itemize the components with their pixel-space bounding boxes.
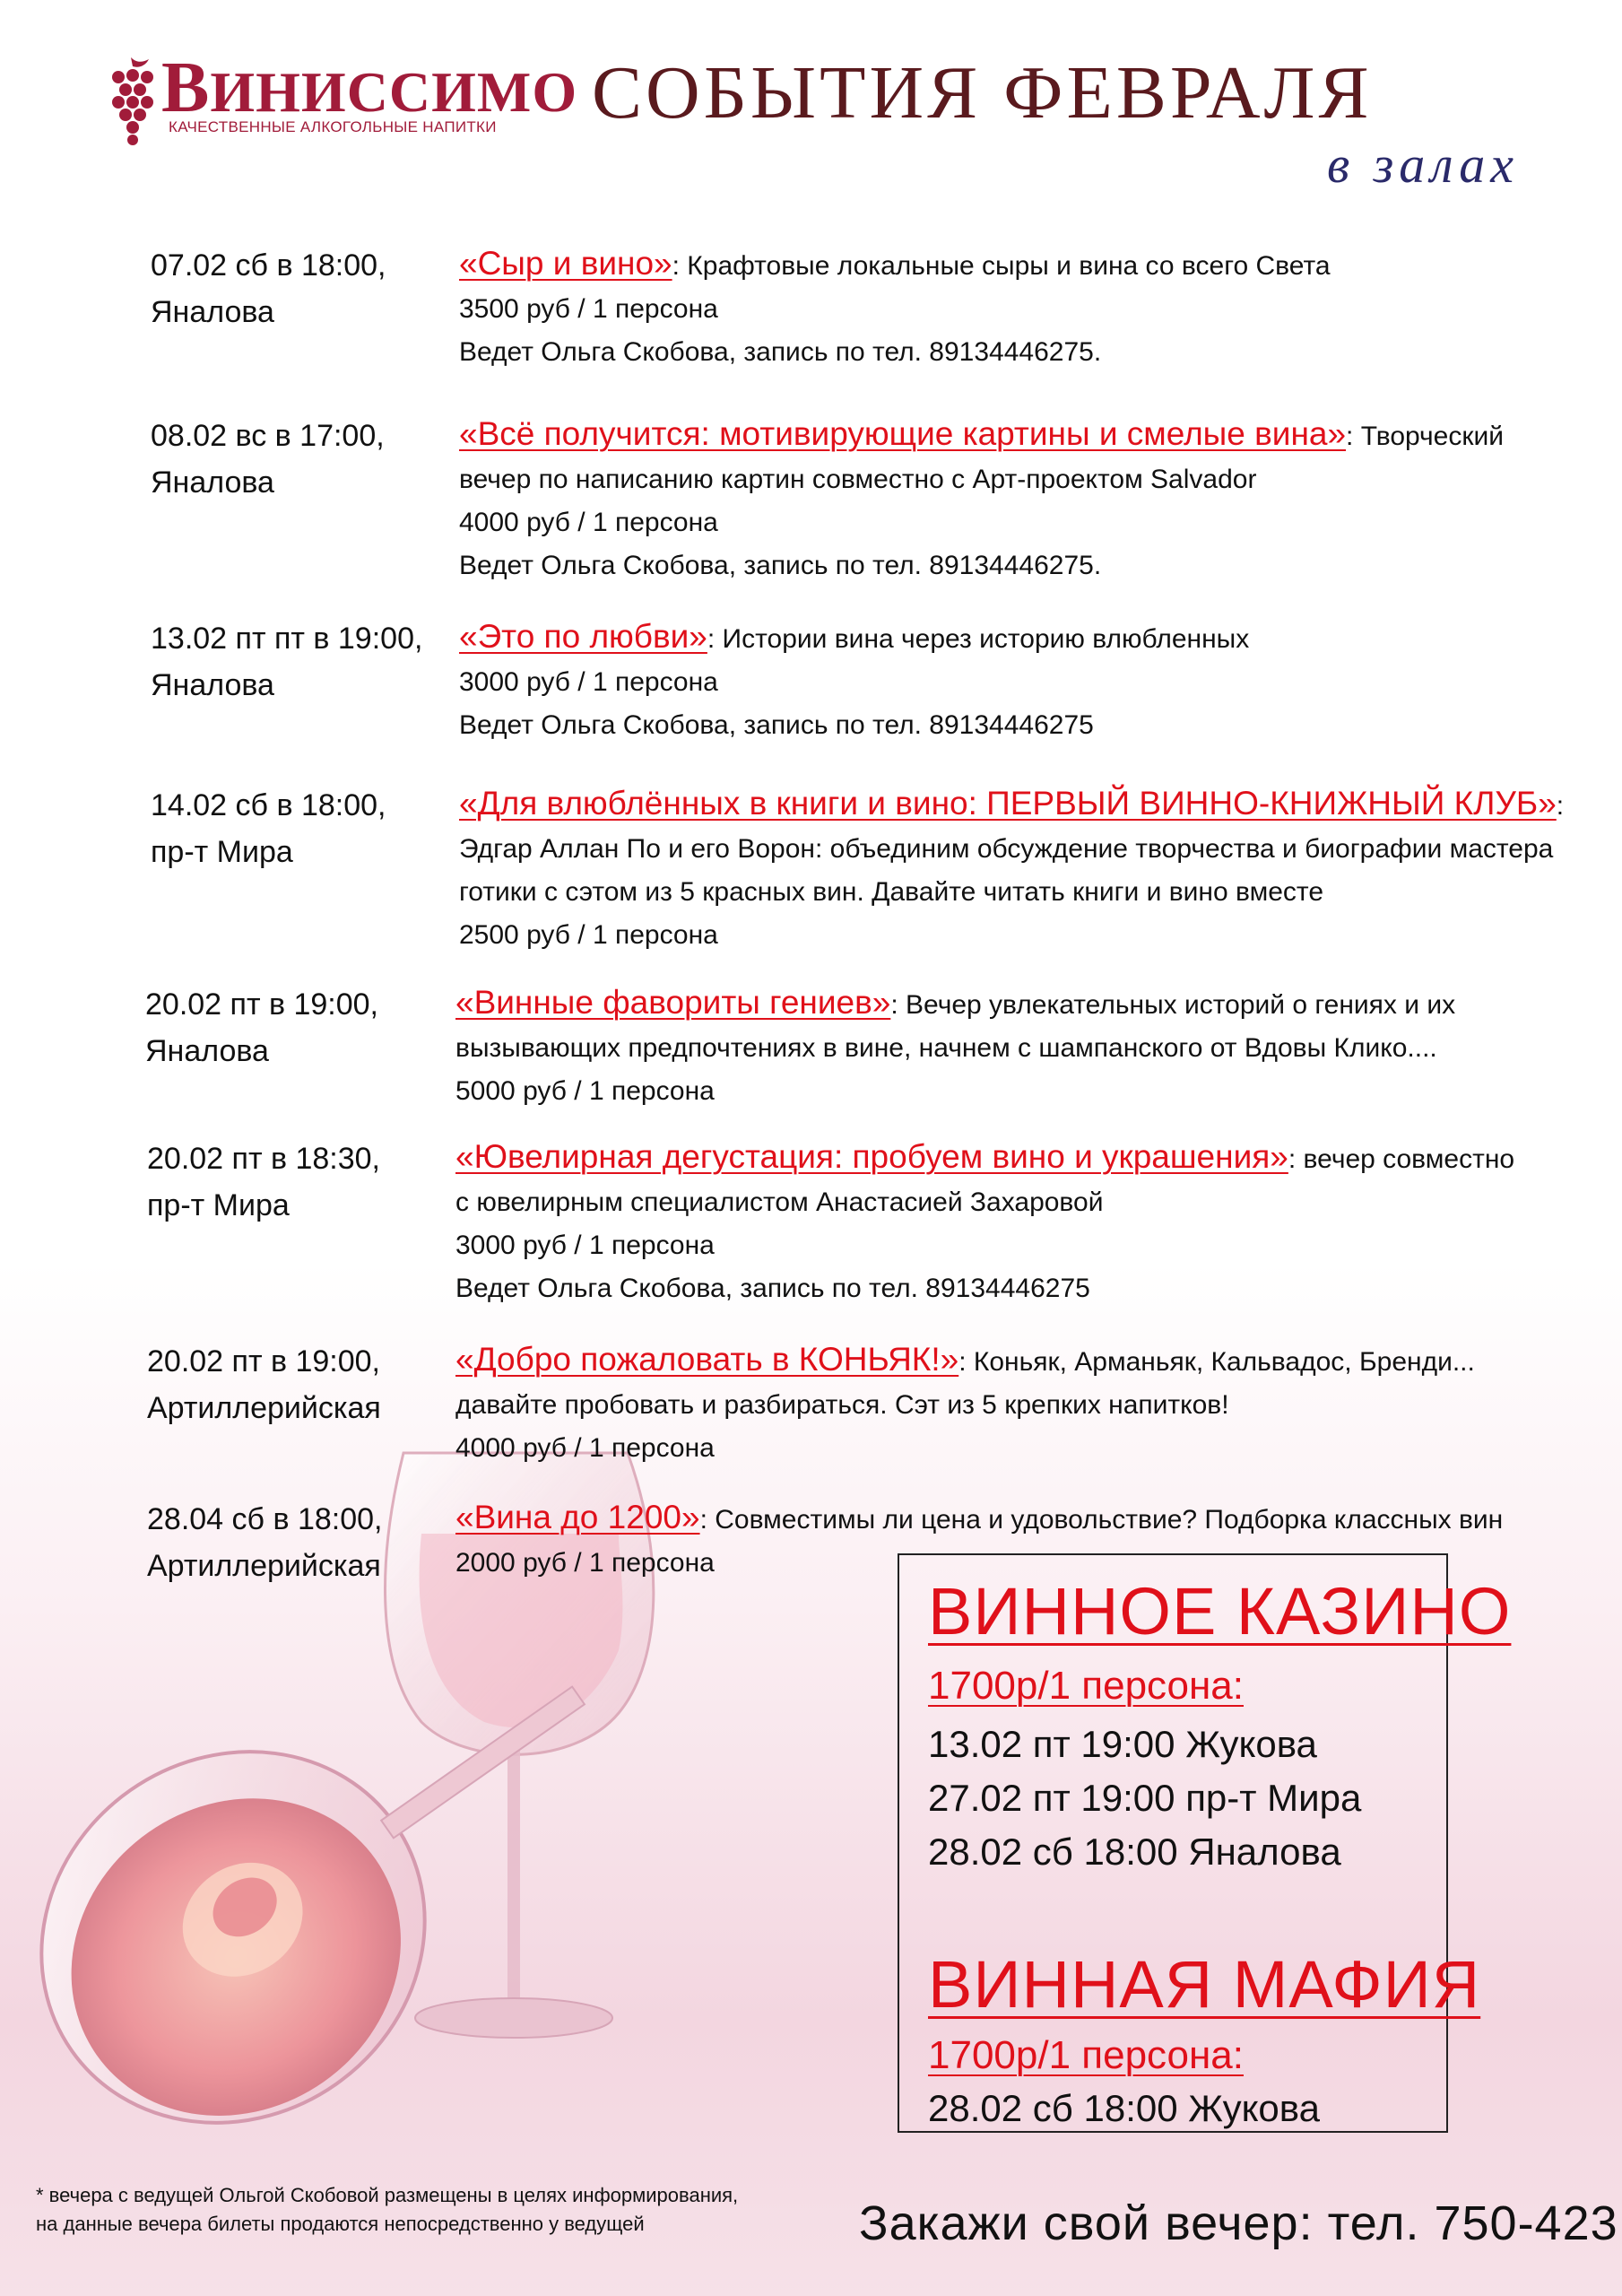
- grapes-icon: [106, 50, 160, 149]
- brand-logo: [106, 47, 578, 172]
- event-line: с ювелирным специалистом Анастасией Захаровой: [455, 1187, 1104, 1217]
- event-place: Яналова: [151, 465, 274, 500]
- event-line: 5000 руб / 1 персона: [455, 1076, 715, 1106]
- event-body: [455, 981, 1531, 1113]
- event-title: «Ювелирная дегустация: пробуем вино и украшения»: [455, 1138, 1288, 1175]
- event-line: давайте пробовать и разбираться. Сэт из 5 крепких напитков!: [455, 1390, 1229, 1420]
- event-line: 4000 руб / 1 персона: [459, 508, 718, 537]
- event-title: «Винные фавориты гениев»: [455, 984, 891, 1021]
- event-date: 20.02 пт в 19:00,: [147, 1344, 380, 1378]
- casino-date: 28.02 сб 18:00 Яналова: [928, 1831, 1341, 1873]
- footnote-line: на данные вечера билеты продаются непосредственно у ведущей: [36, 2213, 645, 2235]
- event-when: [147, 1338, 452, 1431]
- event-place: Артиллерийская: [147, 1549, 381, 1583]
- event-desc: : Крафтовые локальные сыры и вина со всего Света: [672, 251, 1331, 281]
- event-line: Ведет Ольга Скобова, запись по тел. 89134446275.: [459, 551, 1102, 580]
- event-desc: : Совместимы ли цена и удовольствие? Подборка классных вин: [699, 1505, 1504, 1535]
- event-body: [459, 413, 1535, 587]
- event-when: [151, 413, 455, 506]
- mafia-title: ВИННАЯ МАФИЯ: [928, 1947, 1481, 2022]
- event-place: Артиллерийская: [147, 1391, 381, 1425]
- footnote-line: * вечера с ведущей Ольгой Скобовой размещены в целях информирования,: [36, 2184, 739, 2206]
- event-place: Яналова: [145, 1034, 269, 1068]
- event-line: вечер по написанию картин совместно с Арт-проектом Salvador: [459, 465, 1257, 494]
- event-place: Яналова: [151, 295, 274, 329]
- brand-name: ВИНИССИМО: [161, 48, 578, 127]
- event-when: [147, 1135, 452, 1229]
- event-line: 4000 руб / 1 персона: [455, 1433, 715, 1463]
- event-date: 20.02 пт в 18:30,: [147, 1142, 380, 1176]
- event-line: готики с сэтом из 5 красных вин. Давайте читать книги и вино вместе: [459, 877, 1323, 907]
- event-date: 07.02 сб в 18:00,: [151, 248, 386, 283]
- event-desc: : вечер совместно: [1288, 1144, 1515, 1174]
- event-desc: : Творческий: [1346, 422, 1504, 451]
- brand-tagline: КАЧЕСТВЕННЫЕ АЛКОГОЛЬНЫЕ НАПИТКИ: [169, 118, 497, 135]
- event-line: Ведет Ольга Скобова, запись по тел. 89134446275: [459, 710, 1094, 740]
- event-title: «Добро пожаловать в КОНЬЯК!»: [455, 1341, 959, 1378]
- event-place: Яналова: [151, 668, 274, 702]
- games-box: [898, 1553, 1512, 2133]
- event-body: [459, 242, 1535, 374]
- event-desc: : Вечер увлекательных историй о гениях и их: [890, 990, 1456, 1020]
- event-place: пр-т Мира: [147, 1188, 290, 1222]
- event-title: «Всё получится: мотивирующие картины и смелые вина»: [459, 415, 1347, 452]
- event-desc: : Истории вина через историю влюбленных: [707, 624, 1250, 654]
- event-body: [459, 615, 1535, 747]
- event-date: 14.02 сб в 18:00,: [151, 788, 386, 822]
- event-title: «Это по любви»: [459, 618, 707, 655]
- event-date: 28.04 сб в 18:00,: [147, 1502, 383, 1536]
- page-subtitle: в залах: [1327, 135, 1520, 194]
- event-when: [151, 242, 455, 335]
- order-phone: Закажи свой вечер: тел. 750-423: [859, 2196, 1618, 2250]
- event-place: пр-т Мира: [151, 835, 293, 869]
- event-line: 2000 руб / 1 персона: [455, 1548, 715, 1578]
- event-line: 3000 руб / 1 персона: [455, 1231, 715, 1260]
- event-title: «Сыр и вино»: [459, 245, 672, 282]
- event-desc: : Коньяк, Арманьяк, Кальвадос, Бренди...: [958, 1347, 1475, 1377]
- event-body: [455, 1135, 1531, 1310]
- footnote: [36, 2181, 843, 2239]
- event-body: [459, 782, 1565, 957]
- event-line: 2500 руб / 1 персона: [459, 920, 718, 950]
- page-title: СОБЫТИЯ ФЕВРАЛЯ: [592, 51, 1373, 135]
- event-title: «Вина до 1200»: [455, 1499, 700, 1535]
- event-line: вызывающих предпочтениях в вине, начнем с шампанского от Вдовы Клико....: [455, 1033, 1437, 1063]
- mafia-date: 28.02 сб 18:00 Жукова: [928, 2087, 1320, 2129]
- event-when: [147, 1496, 452, 1589]
- event-line: 3500 руб / 1 персона: [459, 294, 718, 324]
- casino-date: 13.02 пт 19:00 Жукова: [928, 1723, 1317, 1765]
- event-line: Ведет Ольга Скобова, запись по тел. 89134446275: [455, 1274, 1090, 1303]
- event-line: Эдгар Аллан По и его Ворон: объединим обсуждение творчества и биографии мастера: [459, 834, 1554, 864]
- event-date: 20.02 пт в 19:00,: [145, 987, 378, 1022]
- event-when: [151, 615, 455, 709]
- event-desc: :: [1556, 791, 1565, 821]
- casino-date: 27.02 пт 19:00 пр-т Мира: [928, 1777, 1362, 1819]
- event-when: [151, 782, 455, 875]
- casino-price: 1700р/1 персона:: [928, 1664, 1244, 1708]
- casino-title: ВИННОЕ КАЗИНО: [928, 1574, 1512, 1648]
- event-body: [455, 1338, 1531, 1470]
- event-title: «Для влюблённых в книги и вино: ПЕРВЫЙ ВИННО-КНИЖНЫЙ КЛУБ»: [459, 785, 1557, 822]
- event-line: Ведет Ольга Скобова, запись по тел. 89134446275.: [459, 337, 1102, 367]
- event-line: 3000 руб / 1 персона: [459, 667, 718, 697]
- event-date: 08.02 вс в 17:00,: [151, 419, 385, 453]
- event-date: 13.02 пт пт в 19:00,: [151, 622, 423, 656]
- mafia-price: 1700р/1 персона:: [928, 2033, 1244, 2077]
- event-when: [145, 981, 450, 1074]
